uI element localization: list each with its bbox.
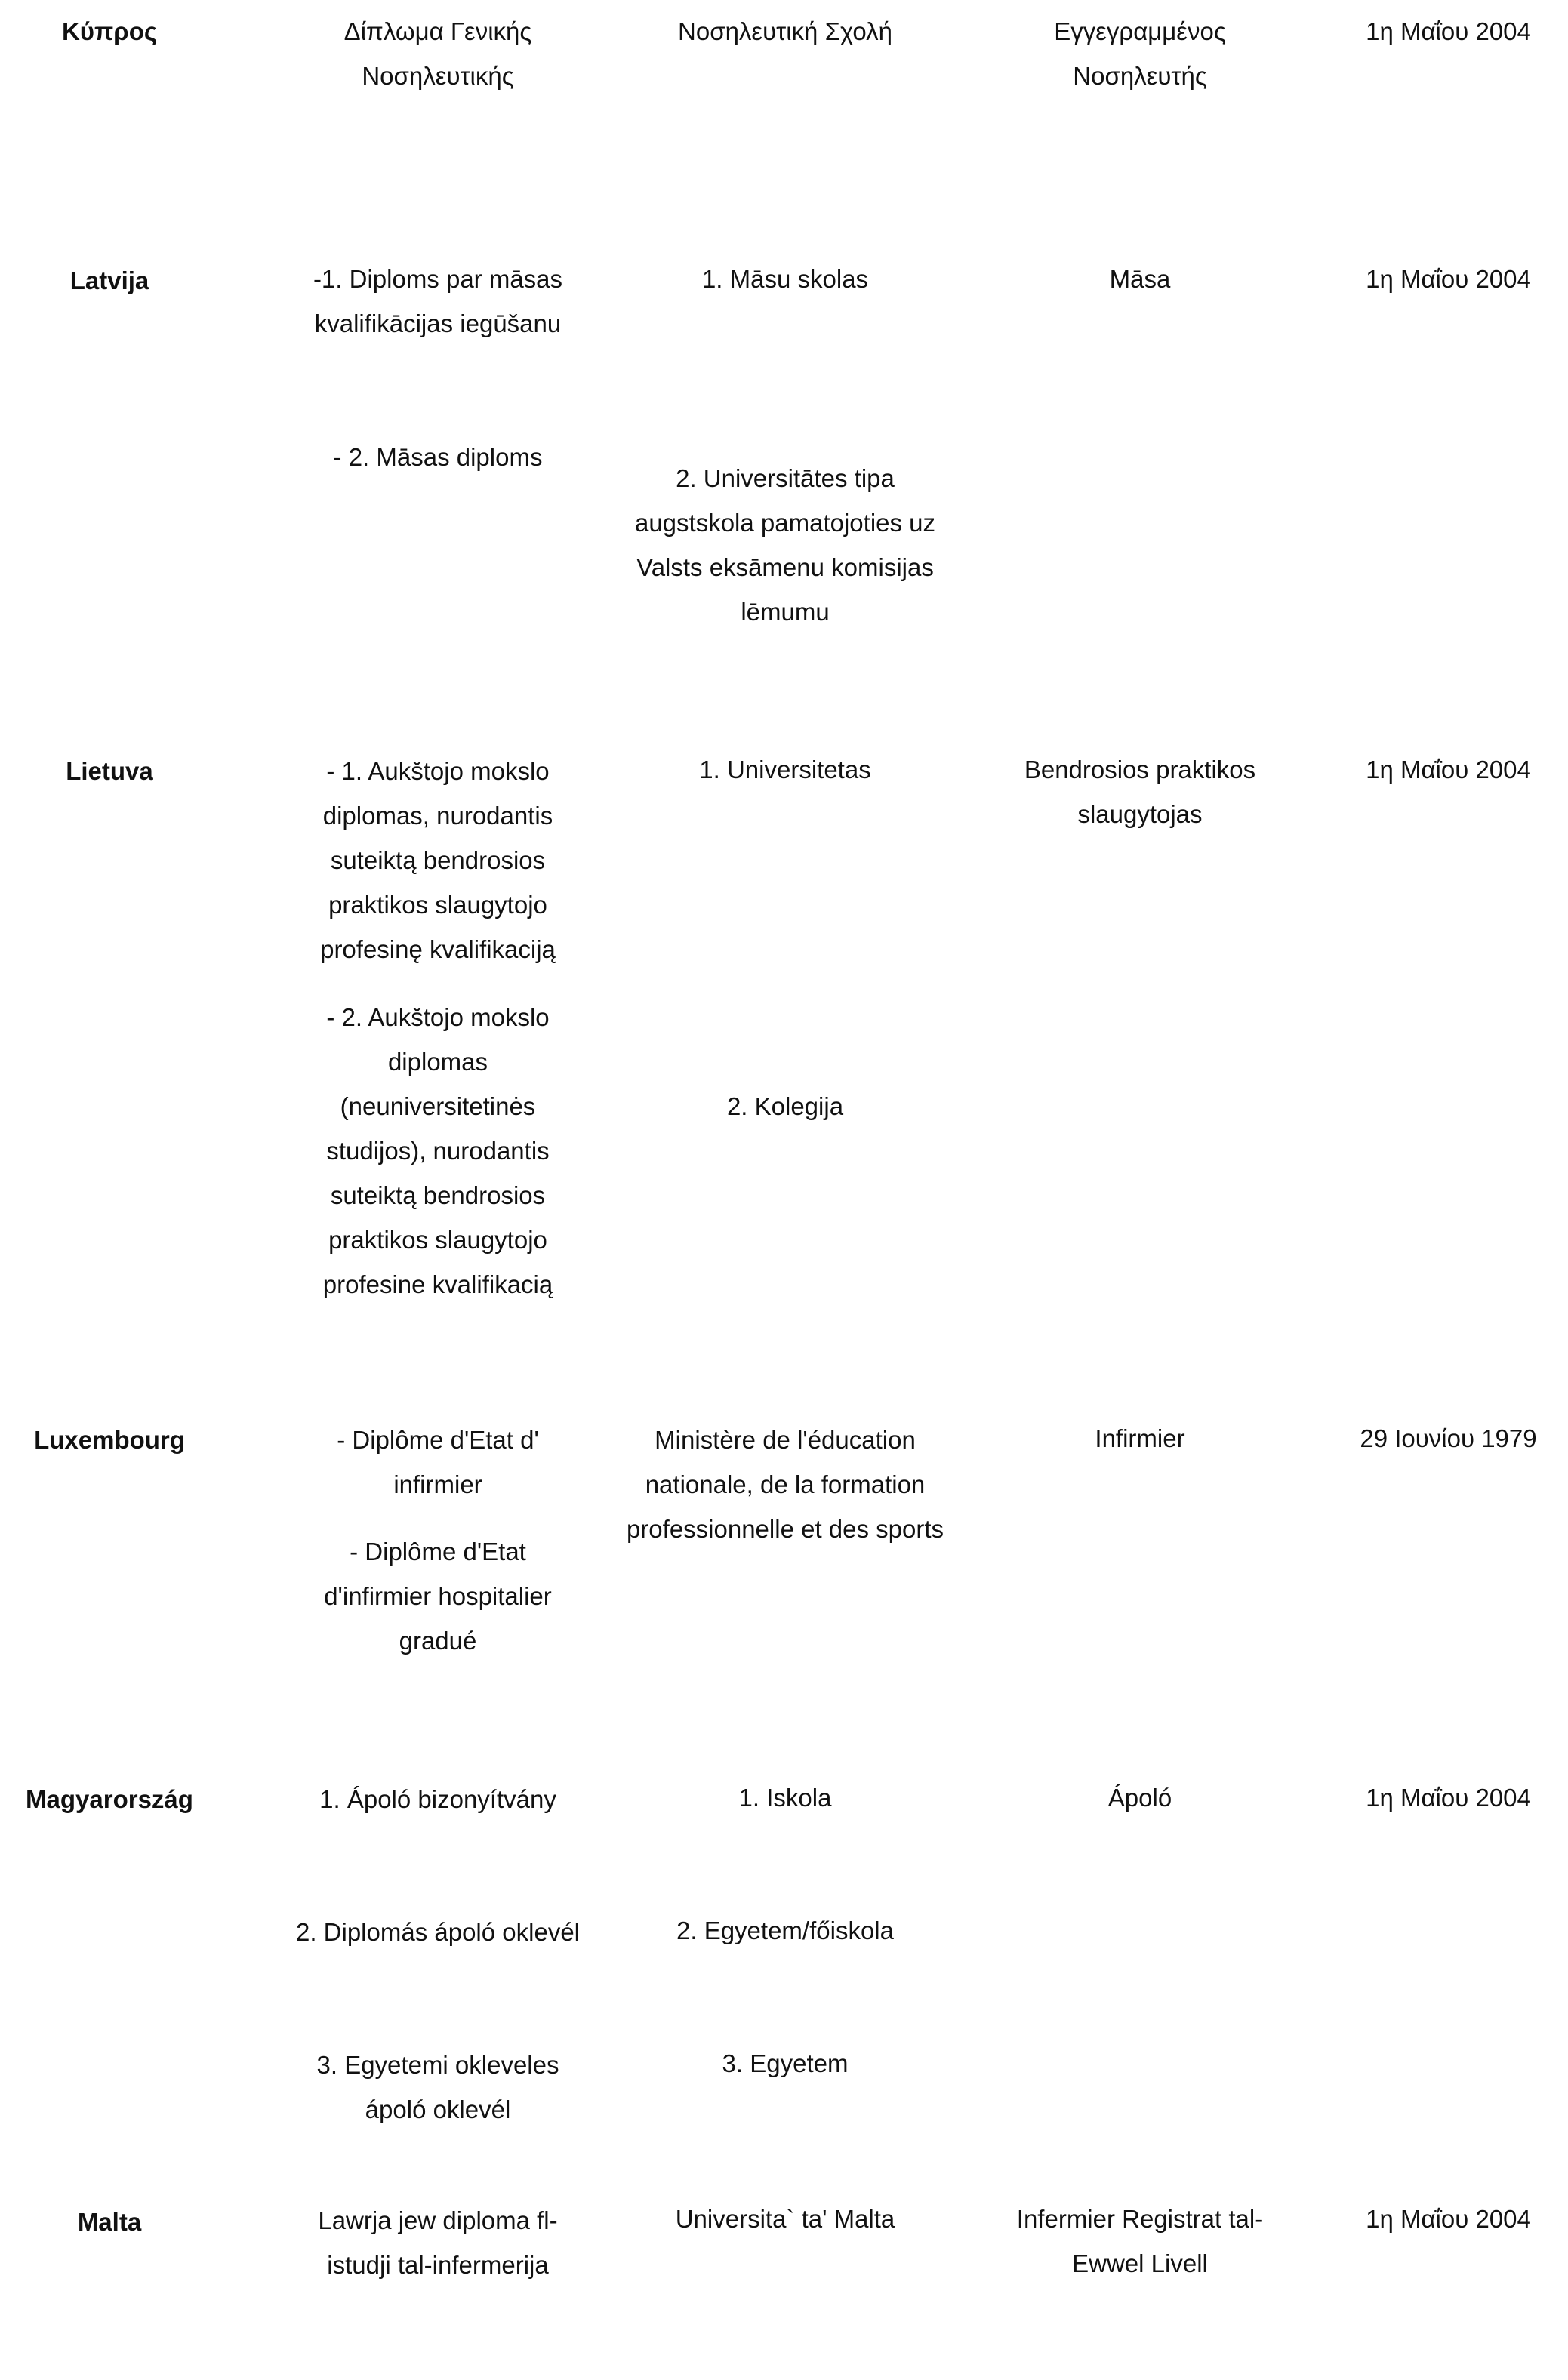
title-lithuania: Bendrosios praktikos slaugytojas [1024, 756, 1256, 828]
country-lithuania: Lietuva [66, 757, 153, 785]
date-cyprus: 1η Μαΐου 2004 [1366, 17, 1531, 45]
school-hungary-3: 3. Egyetem [722, 2049, 849, 2077]
diploma-malta: Lawrja jew diploma fl- istudji tal-infermerija [318, 2206, 558, 2279]
diploma-hungary-2: 2. Diplomás ápoló oklevél [295, 1918, 581, 1946]
school-cyprus: Νοσηλευτική Σχολή [678, 17, 892, 45]
school-malta: Universita` ta' Malta [675, 2205, 895, 2233]
date-lithuania: 1η Μαΐου 2004 [1366, 756, 1531, 784]
diploma-cyprus: Δίπλωμα Γενικής Νοσηλευτικής [343, 17, 532, 90]
title-cyprus: Εγγεγραμμένος Νοσηλευτής [1054, 17, 1226, 90]
date-malta: 1η Μαΐου 2004 [1366, 2205, 1531, 2233]
title-latvia: Māsa [1109, 265, 1171, 293]
date-hungary: 1η Μαΐου 2004 [1366, 1784, 1531, 1812]
country-malta: Malta [77, 2208, 142, 2236]
title-hungary: Ápoló [1107, 1784, 1172, 1812]
school-lithuania-1: 1. Universitetas [699, 756, 871, 784]
diploma-luxembourg-2: - Diplôme d'Etat d'infirmier hospitalier gradué [324, 1538, 552, 1655]
country-hungary: Magyarország [26, 1785, 193, 1813]
country-latvia: Latvija [69, 266, 149, 294]
school-luxembourg: Ministère de l'éducation nationale, de la formation professionnelle et des sports [626, 1426, 944, 1543]
date-latvia: 1η Μαΐου 2004 [1366, 265, 1531, 293]
diploma-lithuania-1: - 1. Aukštojo mokslo diplomas, nurodantis suteiktą bendrosios praktikos slaugytojo profesinę kvalifikaciją [320, 757, 556, 963]
title-luxembourg: Infirmier [1095, 1424, 1185, 1452]
school-hungary-1: 1. Iskola [738, 1784, 832, 1812]
title-malta: Infermier Registrat tal- Ewwel Livell [1016, 2205, 1264, 2277]
school-lithuania-2: 2. Kolegija [726, 1092, 844, 1120]
school-latvia-2: 2. Universitātes tipa augstskola pamatojoties uz Valsts eksāmenu komisijas lēmumu [634, 464, 936, 626]
country-cyprus: Κύπρος [61, 17, 158, 45]
date-luxembourg: 29 Ιουνίου 1979 [1360, 1424, 1537, 1452]
school-hungary-2: 2. Egyetem/főiskola [676, 1917, 894, 1944]
diploma-lithuania-2: - 2. Aukštojo mokslo diplomas (neuniversitetinės studijos), nurodantis suteiktą bendrosios praktikos slaugytojo profesine kvalifikacią [322, 1003, 553, 1298]
school-latvia-1: 1. Māsu skolas [701, 265, 869, 293]
diploma-hungary-1: 1. Ápoló bizonyítvány [319, 1785, 556, 1813]
diploma-hungary-3: 3. Egyetemi okleveles ápoló oklevél [316, 2051, 559, 2123]
country-luxembourg: Luxembourg [34, 1426, 185, 1454]
diploma-latvia-2: - 2. Māsas diploms [333, 443, 543, 471]
diploma-luxembourg-1: - Diplôme d'Etat d' infirmier [337, 1426, 539, 1498]
diploma-latvia-1: -1. Diploms par māsas kvalifikācijas iegūšanu [313, 265, 563, 337]
